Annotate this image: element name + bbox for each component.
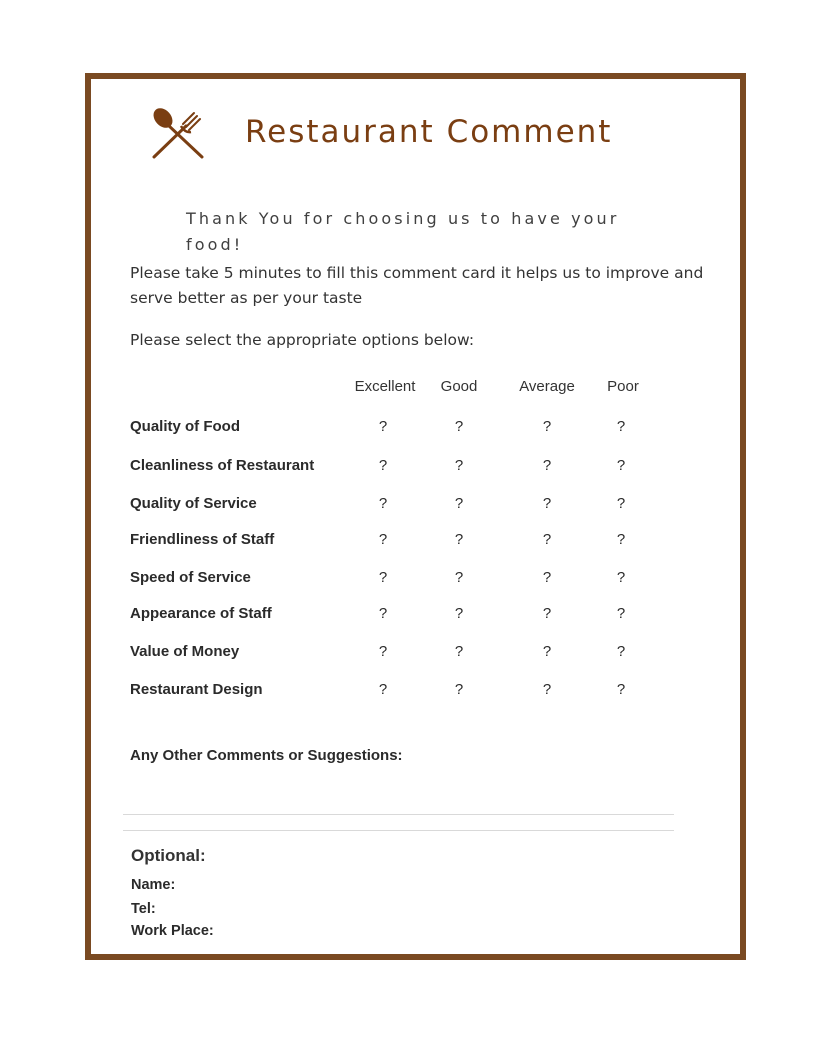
- rating-row-label: Quality of Food: [130, 418, 240, 435]
- page-title: Restaurant Comment: [245, 114, 613, 150]
- rating-row-label: Value of Money: [130, 643, 240, 660]
- rating-option-poor[interactable]: ?: [616, 418, 626, 435]
- rating-option-poor[interactable]: ?: [616, 495, 626, 512]
- rating-option-average[interactable]: ?: [542, 681, 552, 698]
- work-place-field-label: Work Place:: [131, 923, 214, 939]
- rating-option-poor[interactable]: ?: [616, 457, 626, 474]
- rating-row-label: Restaurant Design: [130, 681, 263, 698]
- column-header-average: Average: [519, 378, 575, 395]
- rating-option-average[interactable]: ?: [542, 418, 552, 435]
- rating-option-good[interactable]: ?: [454, 605, 464, 622]
- rating-row-label: Friendliness of Staff: [130, 531, 275, 548]
- rating-option-good[interactable]: ?: [454, 681, 464, 698]
- rating-option-poor[interactable]: ?: [616, 681, 626, 698]
- rating-row-label: Cleanliness of Restaurant: [130, 457, 315, 474]
- rating-option-average[interactable]: ?: [542, 531, 552, 548]
- rating-option-good[interactable]: ?: [454, 418, 464, 435]
- rating-option-average[interactable]: ?: [542, 605, 552, 622]
- rating-row-label: Quality of Service: [130, 495, 257, 512]
- rating-option-average[interactable]: ?: [542, 569, 552, 586]
- rating-option-average[interactable]: ?: [542, 495, 552, 512]
- optional-title: Optional:: [131, 846, 206, 865]
- rating-option-good[interactable]: ?: [454, 643, 464, 660]
- rating-option-poor[interactable]: ?: [616, 605, 626, 622]
- comment-line[interactable]: [123, 814, 674, 815]
- rating-option-excellent[interactable]: ?: [378, 495, 388, 512]
- thank-you-text: Thank You for choosing us to have your food!: [186, 209, 620, 254]
- rating-option-average[interactable]: ?: [542, 457, 552, 474]
- rating-option-excellent[interactable]: ?: [378, 531, 388, 548]
- rating-row-label: Appearance of Staff: [130, 605, 272, 622]
- comments-label: Any Other Comments or Suggestions:: [130, 747, 403, 764]
- column-header-poor: Poor: [607, 378, 639, 395]
- name-field-label: Name:: [131, 877, 176, 893]
- column-header-good: Good: [440, 378, 478, 395]
- rating-option-excellent[interactable]: ?: [378, 418, 388, 435]
- rating-option-good[interactable]: ?: [454, 569, 464, 586]
- rating-option-good[interactable]: ?: [454, 457, 464, 474]
- rating-option-excellent[interactable]: ?: [378, 643, 388, 660]
- rating-option-poor[interactable]: ?: [616, 643, 626, 660]
- column-header-excellent: Excellent: [354, 378, 416, 395]
- spoon-fork-crossed-icon: [150, 106, 206, 160]
- rating-option-excellent[interactable]: ?: [378, 569, 388, 586]
- rating-option-poor[interactable]: ?: [616, 569, 626, 586]
- rating-option-excellent[interactable]: ?: [378, 681, 388, 698]
- tel-field-label: Tel:: [131, 901, 156, 917]
- rating-option-average[interactable]: ?: [542, 643, 552, 660]
- rating-option-good[interactable]: ?: [454, 495, 464, 512]
- rating-option-excellent[interactable]: ?: [378, 457, 388, 474]
- comment-line[interactable]: [123, 830, 674, 831]
- rating-option-good[interactable]: ?: [454, 531, 464, 548]
- rating-row-label: Speed of Service: [130, 569, 251, 586]
- select-instruction: Please select the appropriate options below:: [130, 331, 475, 349]
- intro-text: Please take 5 minutes to fill this comment card it helps us to improve and serve better as per your taste: [130, 264, 704, 307]
- thank-you-banner: [186, 206, 646, 254]
- rating-option-excellent[interactable]: ?: [378, 605, 388, 622]
- rating-option-poor[interactable]: ?: [616, 531, 626, 548]
